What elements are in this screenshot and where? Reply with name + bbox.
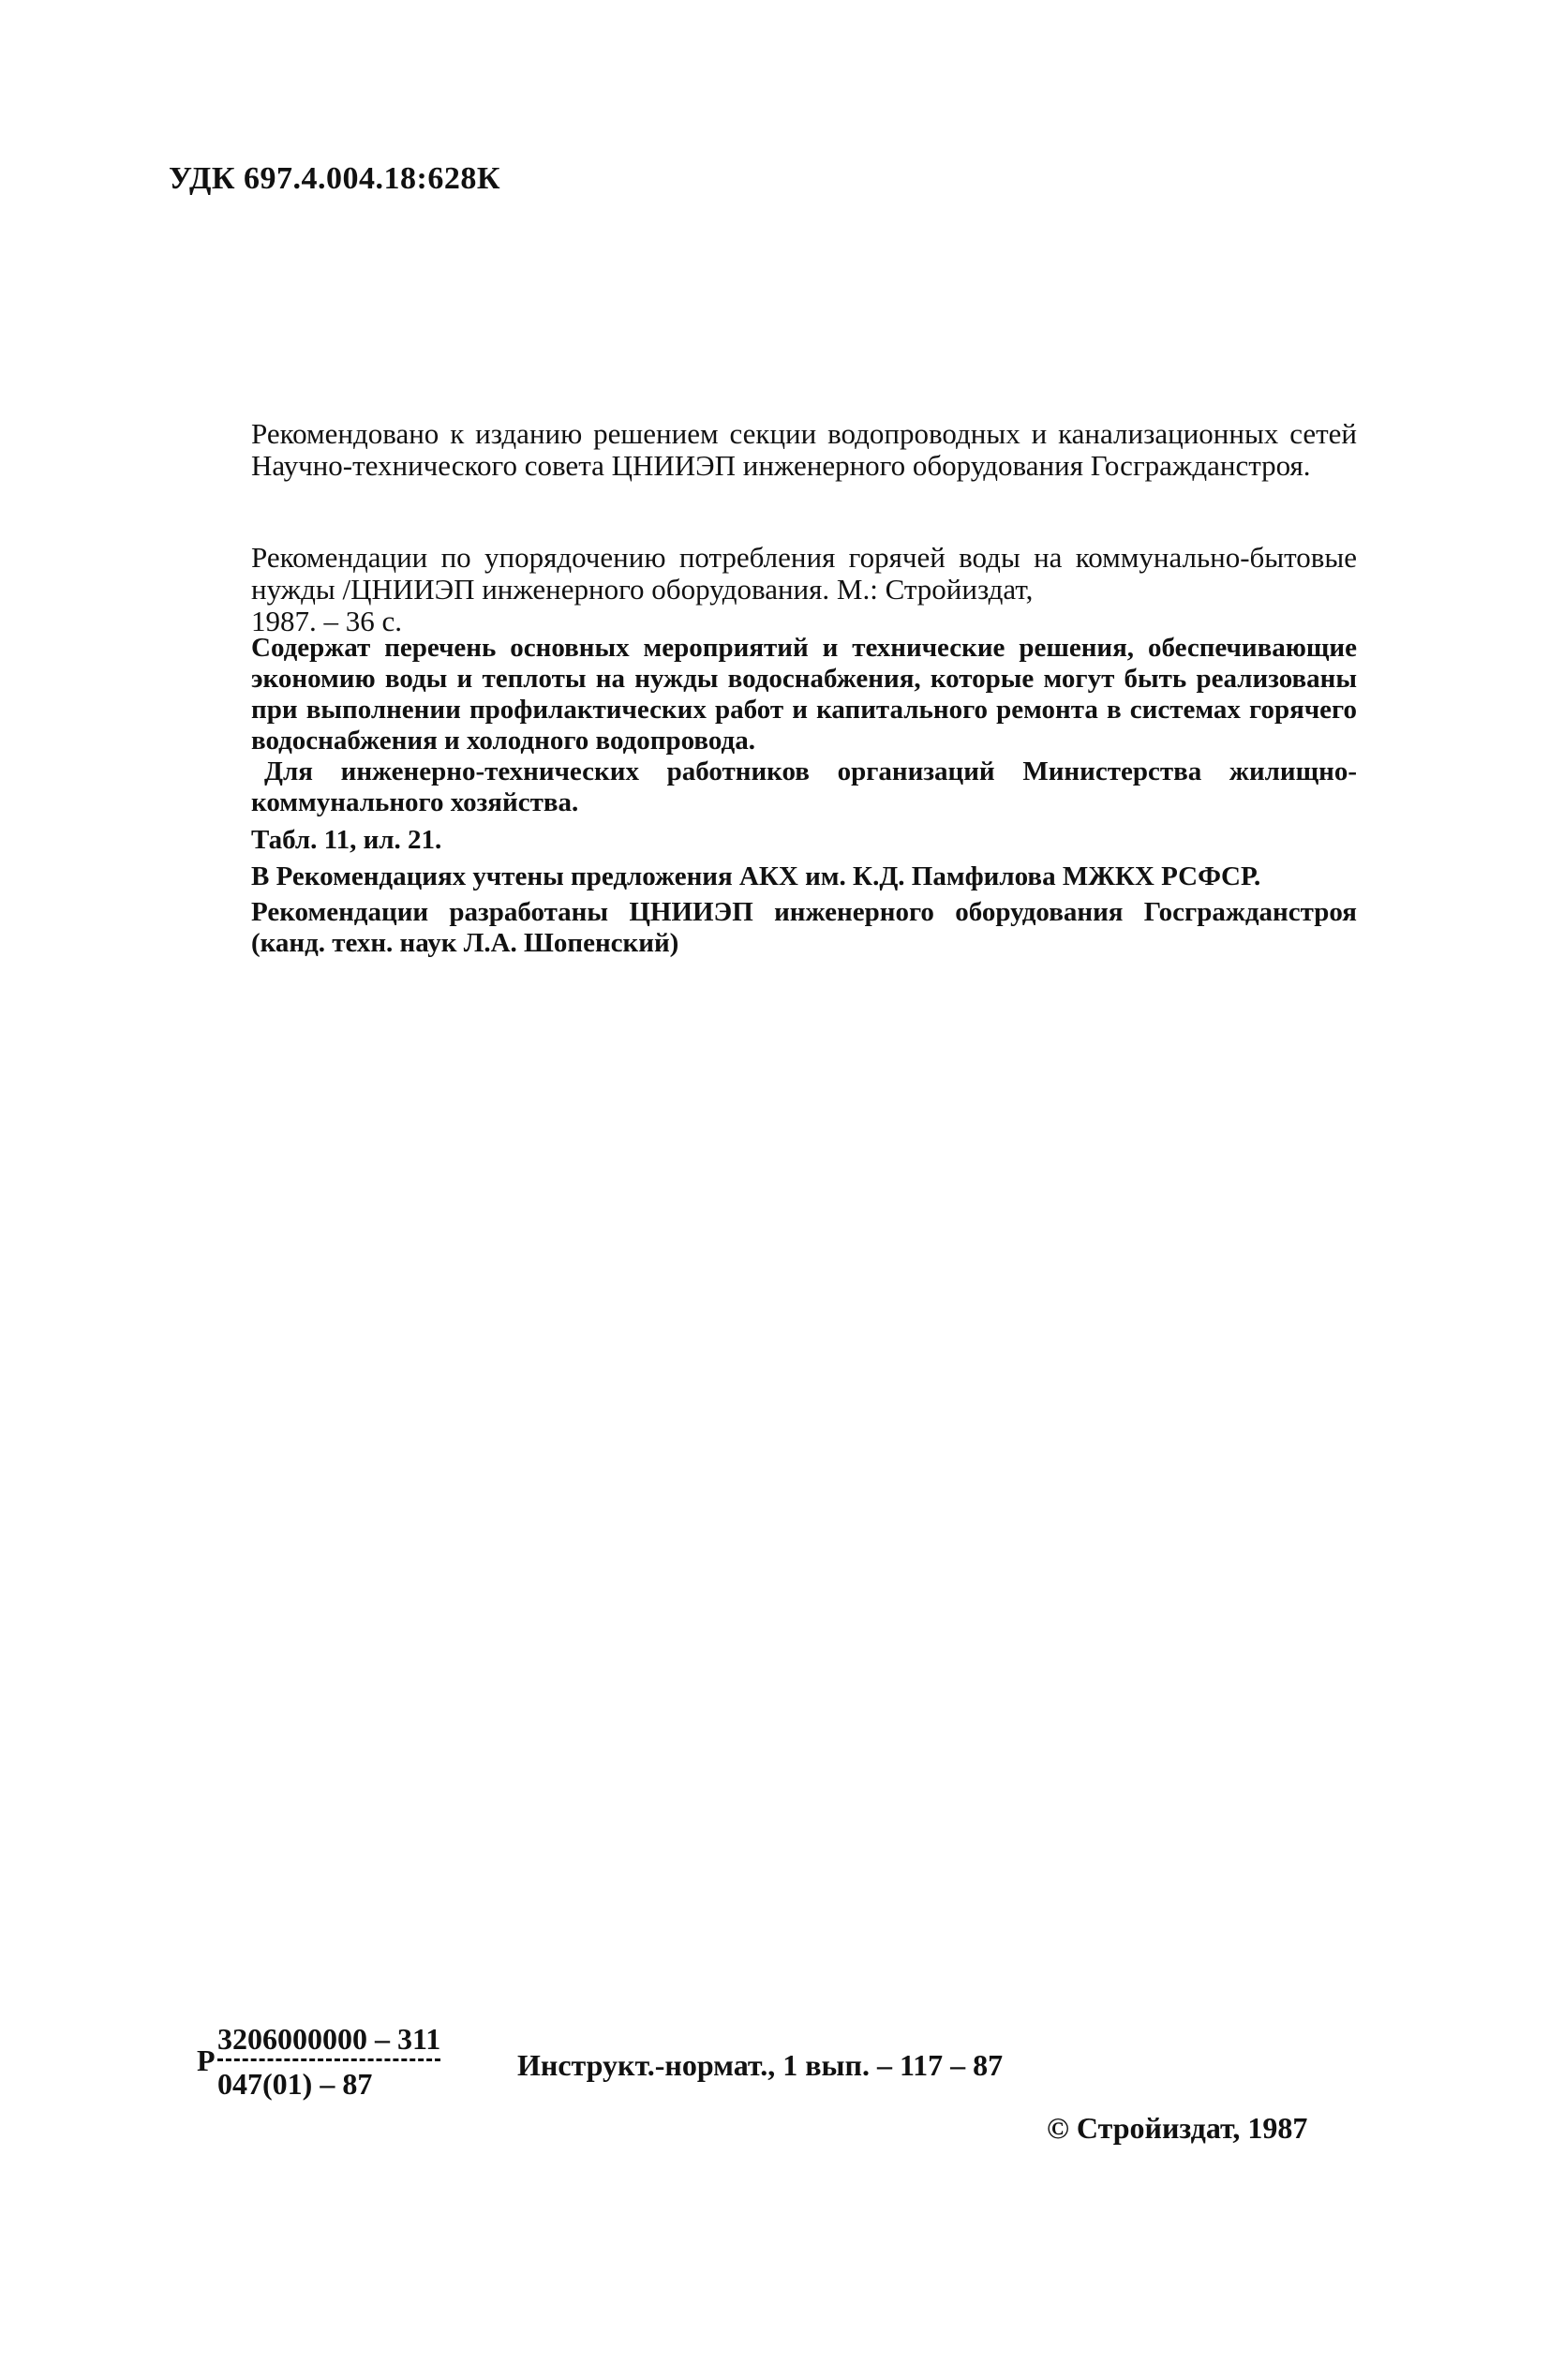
bibliographic-block: [251, 542, 1357, 637]
bibliographic-line-2: 1987. – 36 с.: [251, 605, 403, 637]
tables-count: Табл. 11, ил. 21.: [251, 825, 442, 855]
developer-note: Рекомендации разработаны ЦНИИЭП инженерного оборудования Госгражданстроя (канд. техн. наук Л.А. Шопенский): [251, 897, 1357, 958]
udk-code: УДК 697.4.004.18:628К: [169, 161, 501, 196]
index-numerator: 3206000000 – 311: [217, 2022, 440, 2061]
summary-block: [251, 633, 1357, 818]
publication-index: [217, 2022, 440, 2102]
index-prefix: Р: [197, 2043, 216, 2077]
copyright: © Стройиздат, 1987: [1047, 2111, 1308, 2145]
akh-note: В Рекомендациях учтены предложения АКХ им. К.Д. Памфилова МЖКХ РСФСР.: [251, 861, 1261, 891]
summary-paragraph-2: Для инженерно-технических работников организаций Министерства жилищно-коммунального хозяйства.: [251, 756, 1357, 817]
index-denominator: 047(01) – 87: [217, 2067, 373, 2101]
recommended-by-text: Рекомендовано к изданию решением секции водопроводных и канализационных сетей Научно-технического совета ЦНИИЭП инженерного оборудования Госгражданстроя.: [251, 417, 1357, 482]
summary-paragraph-1: Содержат перечень основных мероприятий и технические решения, обеспечивающие экономию воды и теплоты на нужды водоснабжения, которые могут быть реализованы при выполнении профилактических работ и капитального ремонта в системах горячего водоснабжения и холодного водопровода.: [251, 633, 1357, 756]
extra-info-block: [251, 825, 1357, 964]
instruction-note: Инструкт.-нормат., 1 вып. – 117 – 87: [517, 2048, 1004, 2082]
recommendation-block: [251, 418, 1357, 482]
index-fraction: [217, 2022, 440, 2102]
bibliographic-line-1: Рекомендации по упорядочению потребления горячей воды на коммунально-бытовые нужды /ЦНИИЭП инженерного оборудования. М.: Стройиздат,: [251, 541, 1357, 606]
